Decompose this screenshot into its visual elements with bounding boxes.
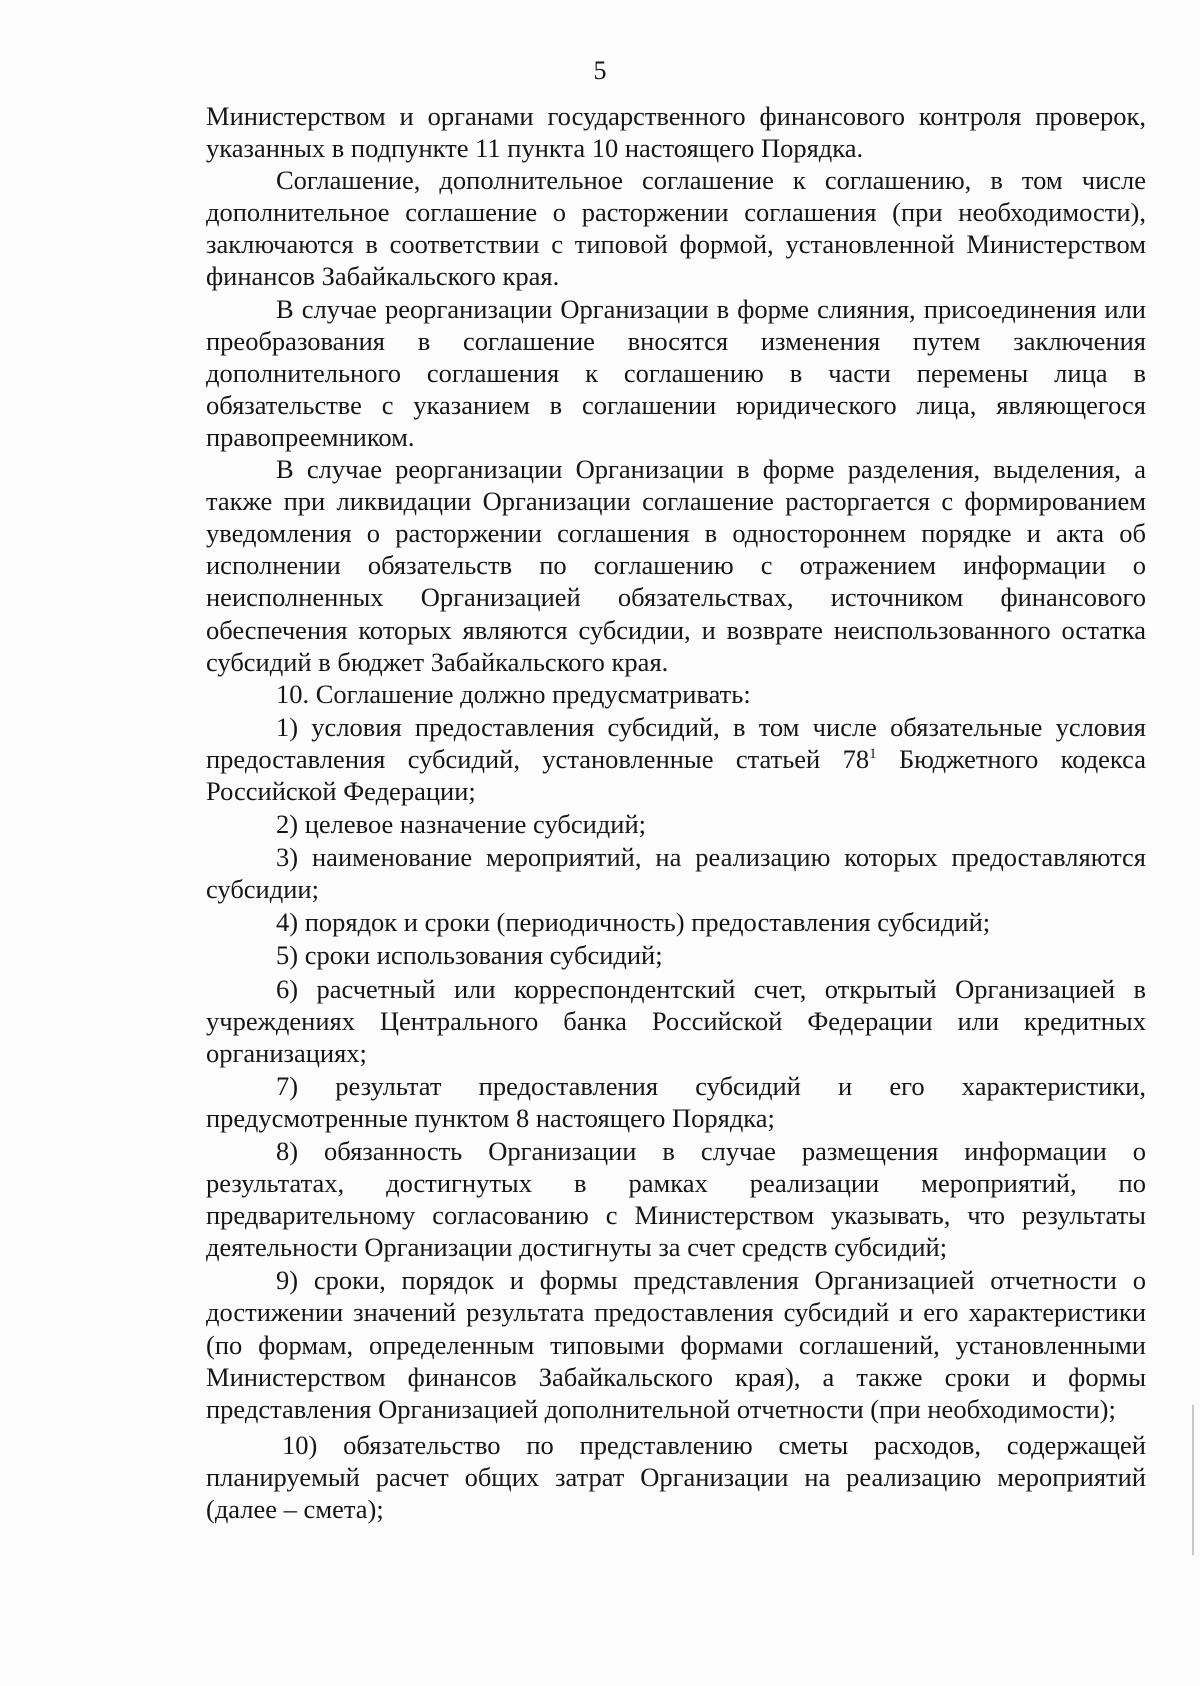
paragraph-reorganization-merger: В случае реорганизации Организации в форме слияния, присоединения или преобразования в соглашение вносятся изменения путем заключения дополнительного соглашения к соглашению в части перемены лица в обязательстве с указанием в соглашении юридического лица, являющегося правопреемником. [206, 293, 1146, 452]
paragraph-agreement-form: Соглашение, дополнительное соглашение к соглашению, в том числе дополнительное соглашение о расторжении соглашения (при необходимости), заключаются в соответствии с типовой формой, установленной Министерством финансов Забайкальского края. [206, 165, 1146, 292]
list-item-6: 6) расчетный или корреспондентский счет, открытый Организацией в учреждениях Центрального банка Российской Федерации или кредитных организациях; [206, 973, 1146, 1068]
list-item-9: 9) сроки, порядок и формы представления Организацией отчетности о достижении значений результата предоставления субсидий и его характеристики (по формам, определенным типовыми формами соглашений, установленными Министерством финансов Забайкальского края), а также сроки и формы представления Организацией дополнительной отчетности (при необходимости); [206, 1265, 1146, 1424]
list-item-8: 8) обязанность Организации в случае размещения информации о результатах, достигнутых в рамках реализации мероприятий, по предварительному согласованию с Министерством указывать, что результаты деятельности Организации достигнуты за счет средств субсидий; [206, 1136, 1146, 1263]
list-item-5: 5) сроки использования субсидий; [276, 940, 663, 971]
list-item-2: 2) целевое назначение субсидий; [276, 809, 647, 840]
scan-edge-shadow [1192, 1405, 1194, 1555]
list-item-1-text-before: 1) условия предоставления субсидий, в том числе обязательные условия предоставления субсидий, установленные статьей 78 [206, 711, 1146, 774]
list-item-4: 4) порядок и сроки (периодичность) предоставления субсидий; [276, 907, 991, 938]
paragraph-item-10-heading: 10. Соглашение должно предусматривать: [276, 678, 751, 709]
paragraph-reorganization-division: В случае реорганизации Организации в форме разделения, выделения, а также при ликвидации Организации соглашение расторгается с формированием уведомления о расторжении соглашения в одностороннем порядке и акта об исполнении обязательств по соглашению с отражением информации о неисполненных Организацией обязательствах, источником финансового обеспечения которых являются субсидии, и возврате неиспользованного остатка субсидий в бюджет Забайкальского края. [206, 454, 1146, 677]
document-body [206, 100, 1146, 1525]
page-number: 5 [593, 56, 607, 85]
list-item-1 [206, 711, 1146, 807]
list-item-1-text-after: Бюджетного кодекса Российской Федерации; [206, 743, 1146, 806]
list-item-7: 7) результат предоставления субсидий и его характеристики, предусмотренные пунктом 8 настоящего Порядка; [206, 1070, 1146, 1133]
paragraph-continuation: Министерством и органами государственного финансового контроля проверок, указанных в подпункте 11 пункта 10 настоящего Порядка. [206, 101, 1146, 164]
list-item-3: 3) наименование мероприятий, на реализацию которых предоставляются субсидии; [206, 842, 1146, 905]
list-item-10: 10) обязательство по представлению сметы расходов, содержащей планируемый расчет общих затрат Организации на реализацию мероприятий (далее – смета); [206, 1429, 1146, 1525]
article-superscript: 1 [869, 746, 877, 763]
